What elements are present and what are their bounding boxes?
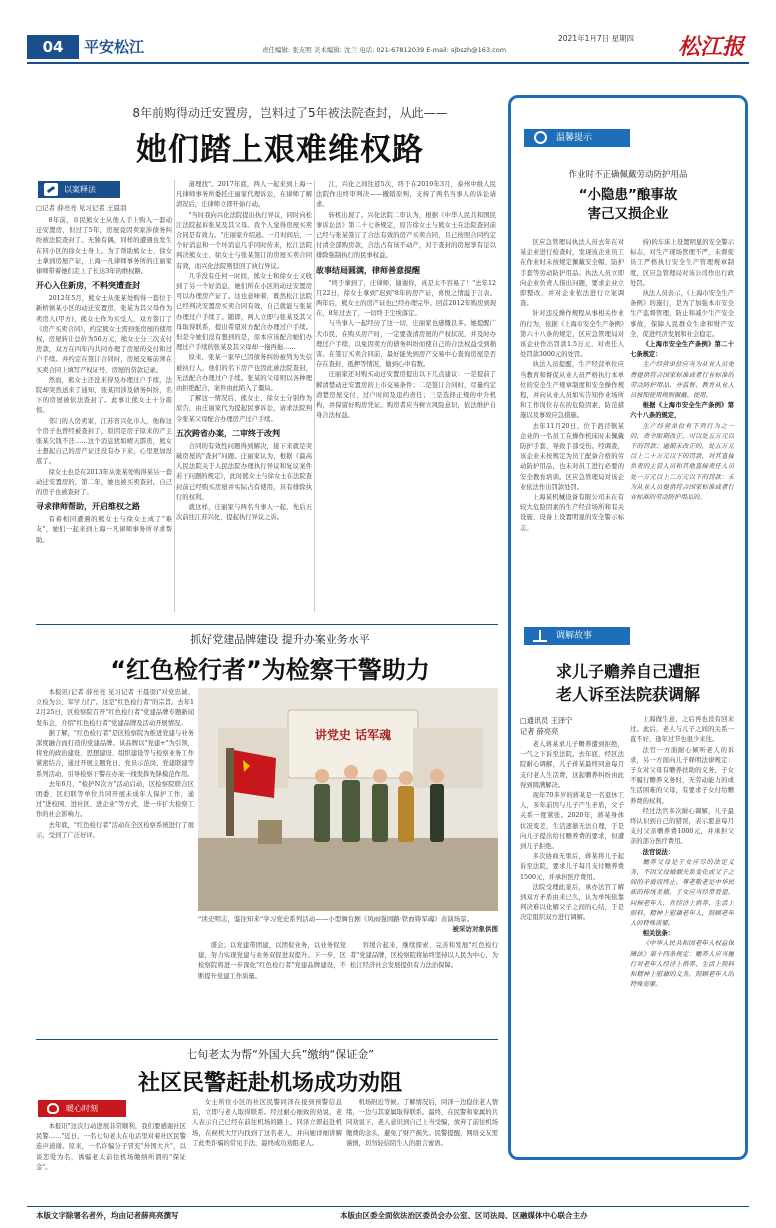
scale-icon [533, 630, 547, 642]
paragraph: 去年6月，"检护N次方"活动启动，区检察院联合区团委、区妇联等单位共同开展未成年人保护工作，通过"进校园、进社区、进企业"等方式，进一步扩大检察工作的社会影响力。 [36, 780, 194, 819]
paragraph: 就这样，庄丽家与两名当事人一起，先后五次前往江苏兴化，提起执行异议之诉。 [176, 504, 312, 522]
heart-icon [47, 1103, 59, 1114]
paragraph: 现年70多岁的蒋某是一名退休工人，多年前因与儿子产生矛盾，父子关系一度紧张。2020年，蒋某身体状况变差，生活逐渐无法自理，于是向儿子提出给付赡养费的要求，但遭到儿子拒绝。 [520, 792, 624, 851]
mid-story-column-2 [198, 941, 346, 1029]
paragraph: 与当事人一起经历了这一切，庄丽家也感慨良多。她提醒广大市民，在购买房产时，一定要查清房屋的产权状况，并及时办理过户手续，以免因卖方的债务纠纷而使自己的合法权益受到损害。在签订买卖合同前，最好能先到房产交易中心查询房屋是否存在查封、抵押等情况，做到心中有数。 [316, 320, 496, 369]
paragraph: 区应急管理局执法人员去年在对某企业进行检查时，发现该企业员工在作业时未按规定佩戴安全帽、防护手套等劳动防护用品。执法人员立即向企业负责人指出问题，要求企业立即整改，并对企业依法进行立案调查。 [520, 239, 624, 308]
paragraph: 持)的车床上设置明显的安全警示标志，对生产现场管理不严，未督促员工严格执行安全生产管理规章制度，区应急管理局对该公司作出行政处罚。 [630, 239, 734, 287]
paragraph: 8年前，市民熊女士从他人手上购入一套动迁安置房，但过了5年，房屋竟因卖家涉债务纠纷被法院查封了。无独有偶，同样的遭遇也发生在同小区的徐女士身上。为了帮助熊女士、徐女士拿到房屋产证，上海一凡律师事务所的庄丽家律师带着她们走上了长达3年的维权路。 [36, 217, 172, 276]
bold-paragraph: 根据《上海市安全生产条例》第六十八条的规定， [630, 402, 734, 420]
bold-paragraph: 法官说法： [642, 848, 675, 856]
paragraph: 徐女士也是在2013年从张某处购得某另一套动迁安置房的，第二年，她也被买卖查封，自己的房子也被查封了。 [36, 468, 172, 497]
tips-kicker: 作业时不正确佩戴劳动防护用品 [568, 170, 688, 180]
paragraph: 经过法官多次耐心调解，儿子最终认识到自己的错误，表示愿意每月支付父亲赡养费1000元，并承担父亲的部分医疗费用。 [630, 807, 734, 846]
photo-caption [198, 914, 498, 934]
paragraph: 容缓合起来，继续探索、完善和发展"红色检行者"党建品牌，区检察院将始终坚持以人民为中心，为松江经济社会发展提供有力法治保障。 [350, 942, 498, 970]
mediation-title [516, 660, 740, 706]
footer-note-left: 本版文字除署名者外，均由记者薛亮亮撰写 [36, 1211, 179, 1220]
paragraph: 了解这一情况后，熊女士、徐女士分别作为原告，由庄丽家代为提起民事诉讼，请求法院判令张某父母配合办理房产过户手续。 [176, 395, 312, 423]
paragraph: "当时我向兴化法院提出执行异议，同时向松江法院起诉张某及其父母。我个人觉得房屋买卖合同是有效力。"庄丽家介绍道。一月时间后，一个好消息和一个坏消息几乎同时传来，松江法院判决熊女士、徐女士与张某签订的房屋买卖合同有效，而兴化法院则驳回了执行异议。 [176, 211, 312, 270]
mediation-tag [524, 627, 630, 645]
paragraph: 几乎没有任何一时间，熊女士和徐女士又收到了另一个好消息，她们所在小区的动迁安置房可以办理房产证了。这也意味着，既然松江法院已经判决安置房买卖合同有效，自己就能与张某办理过户手续了。随即，两人立即与张某及其父母取得联系，提出希望对方配合办理过户手续。但是令她们没有想到的是，原本应该配合她们办理过户手续的张某及其父母却一拖再拖…… [176, 272, 312, 352]
subheading: 开心入住新房，不料突遭查封 [36, 281, 140, 291]
section-rule [36, 1039, 498, 1040]
top-story-title: 她们踏上艰难维权路 [136, 132, 424, 168]
paragraph: 然而，熊女士还没来得及办理过户手续，法院却突然送来了通知，张某因涉及债务纠纷，名下的房屋被依法查封了。此事让熊女士十分震惊。 [36, 376, 172, 415]
column-tag-label: 以案释法 [64, 185, 96, 194]
paragraph: 女士所住小区的社区民警同泽在接到预警信息后，立即与老人取得联系。经过耐心细致的劝说，老人表示自己已经在前往机场的路上。同泽立即赶赴机场，在候机大厅内找到了这名老人，并向她详细讲解了此类诈骗的常见手法，最终成功劝阻老人。 [192, 1099, 342, 1147]
mid-story-column-3 [350, 941, 498, 1029]
header-rule [27, 62, 749, 64]
mediation-column-2 [630, 715, 734, 1150]
mediation-title-line-1: 求儿子赡养自己遭拒 [555, 662, 700, 681]
paragraph: 本报讯"这次行动进展非常顺利，我们要感谢社区民警……"近日，一名七旬老太在电话里对着社区民警连声道谢。原来，一名诈骗分子冒充"外国大兵"，以谈恋爱为名，诱骗老太前往机场缴纳所谓的"保证金"。 [36, 1123, 186, 1171]
paragraph: 据了解，"红色检行者"是区检察院为推进党建与业务深度融合而打造的党建品牌。该品牌以"党建+"为引领，将党的政治建设、思想建设、组织建设等与检察业务工作紧密结合，通过开展主题党日、党员示范岗、党建联建等系列活动，引导检察干警在办案一线发挥先锋模范作用。 [36, 729, 194, 778]
top-story-column-3 [316, 180, 496, 614]
photo-illustration [198, 688, 498, 911]
photo-credit: 被采访对象供图 [452, 925, 498, 933]
top-story-kicker: 8年前购得动迁安置房，岂料过了5年被法院查封，从此—— [132, 106, 448, 120]
subheading: 寻求律师帮助，开启维权之路 [36, 502, 140, 512]
paragraph: 多次协商无果后，蒋某将儿子起诉至法院，要求儿子每月支付赡养费1500元，并承担医疗费用。 [520, 853, 624, 881]
bold-paragraph: 相关法条： [642, 930, 675, 938]
paragraph: 上海某机械设备有限公司未在有较大危险因素的生产经营场所和有关设施、设备上设置明显的安全警示标志。 [520, 494, 624, 532]
quoted-paragraph: 《中华人民共和国老年人权益保障法》第十四条规定：赡养人应当履行对老年人经济上供养、生活上照料和精神上慰藉的义务，照顾老年人的特殊需要。 [630, 940, 734, 989]
warm-moment-tag [38, 1100, 126, 1117]
bottom-story-column-1 [36, 1122, 186, 1202]
paragraph: 去年底，"红色检行者"活动在全区检察系统进行了展示，受到了广泛好评。 [36, 821, 194, 839]
mediation-title-line-2: 老人诉至法院获调解 [555, 685, 700, 704]
paragraph: 原来，张某一家早已因债务纠纷被列为失信被执行人，他们的名下房产也因此被法院查封，无法配合办理过户手续。张某的父母则以各种理由拒绝配合，案件由此陷入了僵局。 [176, 354, 312, 393]
bold-paragraph: 《上海市安全生产条例》第二十七条规定： [630, 341, 734, 359]
paragraph: 执法人员表示，《上海市安全生产条例》的施行，是为了加强本市安全生产监督管理，防止和减少生产安全事故，保障人民群众生命和财产安全，促进经济发展和社会稳定。 [630, 290, 734, 338]
paragraph: 本报讯(记者 薛亮亮 见习记者 王晨羽)"对党忠诚、立检为公、军学力行"。这是"红色检行者"的宗旨。去年12月25日，区检察院召开"红色检行者"党建品牌专题新闻发布会，介绍"红色检行者"党建品牌及活动开展情况。 [36, 689, 194, 727]
paragraph: 盛会；以党建带团建，以团促业务，以业务促党建，努力实现党建与业务双促进双提升。下一步，区检察院将进一步深化"红色检行者"党建品牌建设，不断提升党建工作质量。 [198, 942, 346, 980]
paragraph: 有着相同遭遇的熊女士与徐女士成了"难友"，她们一起来到上海一凡律师事务所寻求帮助。 [36, 516, 172, 544]
tips-title-line-1: “小隐患”酿事故 [578, 187, 678, 203]
mediation-byline-2: 记者 薛亮亮 [520, 727, 559, 736]
subheading: 五次跨省办案，二审终于改判 [176, 428, 280, 438]
footer-note-right: 本版由区委全面依法治区委员会办公室、区司法局、区融媒体中心联合主办 [340, 1211, 588, 1220]
lightbulb-icon [534, 131, 547, 144]
column-divider [314, 180, 315, 612]
paragraph: 庄丽家还对购买动迁安置房提出以下几点建议：一是提前了解清楚动迁安置房的上市交易条件；二是签订合同时，尽量约定清楚房屋交付、过户时间及违约责任；三是选择正规的中介机构，并保留好购房凭证。购房者应当树立风险意识，依法维护自身合法权益。 [316, 371, 496, 420]
mediation-byline [520, 715, 624, 737]
paragraph: 上海做生意，之后再也没有回来过。此后，老人与儿子之间的关系一直不好，逢年过节也很少来往。 [630, 716, 734, 744]
page-number: 04 [27, 35, 79, 59]
stage-performance-photo [198, 688, 498, 911]
paragraph: 道理找"。2017年底，两人一起来到上海一凡律师事务所委托庄丽家代理诉讼，在律师了解清况后，庄律师立即开始行动。 [176, 181, 312, 209]
mediation-tag-label: 调解故事 [556, 631, 593, 641]
newspaper-logo: 松江报 [678, 34, 745, 60]
mediation-byline-1: □通讯员 王泽宁 [520, 716, 573, 725]
paragraph: 针对违反操作规程从事相关作业的行为，依据《上海市安全生产条例》第六十八条的规定，区应急管理局对该企业作出罚款1.5万元、对责任人处罚款3000元的处罚。 [520, 310, 624, 359]
footer-rule [27, 1206, 749, 1207]
paragraph: 转机出现了。兴化法院二审认为，根据《中华人民共和国民事诉讼法》第二十七条规定，原告徐女士与熊女士在法院查封前已经与张某签订了合法有效的房产买卖合同，且已按照合同约定付清全部购房款，合法占有该不动产，对于查封的房屋享有足以排除强制执行的民事权益。 [316, 211, 496, 260]
gavel-icon [44, 183, 58, 196]
tips-title [516, 186, 740, 224]
mid-story-kicker: 抓好党建品牌建设 提升办案业务水平 [190, 633, 370, 646]
paragraph: 江，兴化之间往返5次，终于在2019年3月，泰州中级人民法院作出终审判决——撤销原判，支持了两名当事人的诉讼请求。 [316, 181, 496, 209]
tips-column-1 [520, 238, 624, 618]
quoted-paragraph: 赡养父母是子女应尽的法定义务，不因父母婚姻关系变化或父子之间的矛盾而终止。尊老敬老是中华民族的传统美德，子女应当经常看望、问候老年人，在经济上供养、生活上照料、精神上慰藉老年人，照顾老年人的特殊需要。 [630, 858, 734, 928]
bottom-story-column-2 [192, 1098, 342, 1202]
column-divider [174, 180, 175, 612]
top-story-byline: □记者 薛亮亮 见习记者 王晨羽 [36, 204, 127, 212]
bottom-story-column-3 [346, 1098, 498, 1202]
mid-story-column-1 [36, 688, 194, 1030]
quoted-paragraph: 生产经营单位应当为从业人员免费提供符合国家标准或者行业标准的劳动防护用品，并监督、教育从业人员按照使用规则佩戴、使用。 [630, 361, 734, 400]
top-story-column-1 [36, 216, 172, 614]
editors-line: 责任编辑: 张友明 美术编辑: 沈兰 电话: 021-67812039 E-mail: sjbszh@163.com [262, 46, 507, 54]
warm-moment-tag-label: 暖心时刻 [66, 1104, 98, 1113]
quoted-paragraph: 生产经营单位有下列行为之一的，责令限期改正，可以处五万元以下的罚款；逾期未改正的，处五万元以上二十万元以下的罚款，对其直接负责的主管人员和其他直接责任人员处一万元以上二万元以下的罚款：未为从业人员提供符合国家标准或者行业标准的劳动防护用品的。 [630, 422, 734, 502]
paragraph: 机场附近等候。了解情况后，同泽一边稳住老人情绪，一边与其家属取得联系。最终，在民警和家属的共同劝说下，老人意识到自己上当受骗，放弃了前往机场缴费的念头，避免了财产损失。民警提醒，网络交友需谨慎，切勿轻信陌生人的甜言蜜语。 [346, 1099, 498, 1147]
tips-column-2 [630, 238, 734, 618]
photo-caption-text: “读史明志，鉴往知来”学习党史系列活动——小型舞台剧《风雨强国路·铁血铸军魂》表演场景。 [198, 915, 474, 923]
paragraph: 去年11月20日，位于泗泾镇某企业的一名员工在操作机床时未佩戴防护手套，导致手部受伤。经调查，该企业未按规定为员工配备合格的劳动防护用品，也未对员工进行必要的安全教育培训。区应急管理局对该企业依法作出罚款处罚。 [520, 422, 624, 491]
paragraph: 邻门的人房卖家，江苏省兴化市人，他称这个房子也曾经被查封了，原因是房子原来的产主张某欠钱不还……这个消息犹如晴天霹雳，熊女士想起自己的房产证还没有办下来，心里更加没底了。 [36, 417, 172, 466]
issue-date: 2021年1月7日 星期四 [558, 34, 635, 43]
paragraph: 法官一方面耐心倾听老人的诉求，另一方面向儿子释明法律规定：子女对父母有赡养扶助的义务，子女不履行赡养义务时，无劳动能力的或生活困难的父母，有要求子女付给赡养费的权利。 [630, 746, 734, 805]
bottom-story-title: 社区民警赶赴机场成功劝阻 [137, 1071, 402, 1096]
column-tag-case-law [38, 181, 120, 198]
tips-tag [524, 129, 630, 147]
section-rule [36, 624, 498, 625]
mediation-column-1 [520, 740, 624, 1150]
section-name: 平安松江 [84, 38, 145, 56]
photo-banner-text: 讲党史 话军魂 [314, 728, 392, 742]
paragraph: 2012年5月，熊女士从张某处购得一套位于新桥镇某小区的动迁安置房，张某为其父母作为卖房人(甲方)，熊女士作为买受人，双方签订了《房产买卖合同》，约定熊女士需到张房屋的使用权，房屋转让总价为56万元，熊女士分三次支付房款，双方在四年内共同办理了房屋的交付和过户手续。并约定在签订合同时，房屋交易前须在买卖合同上填写产权证号、房屋的贷款记录。 [36, 295, 172, 374]
mid-story-title: “红色检行者”为检察干警助力 [110, 656, 430, 684]
bottom-story-kicker: 七旬老太为帮“外国大兵”缴纳“保证金” [186, 1048, 374, 1061]
tips-title-line-2: 害己又损企业 [587, 206, 669, 222]
subheading: 故事结局圆满，律师善意提醒 [316, 265, 420, 275]
paragraph: 老人蒋某求儿子赡养遭到拒绝，一气之下诉至法院。去年底，经区法院耐心调解，儿子蒋某最终同意每月支付老人生活费，这起赡养纠纷由此得到圆满解决。 [520, 741, 624, 789]
paragraph: 执法人员提醒，生产经营单位应当教育和督促从业人员严格执行本单位的安全生产规章制度和安全操作规程，并向从业人员如实告知作业场所和工作岗位存在的危险因素、防范措施以及事故应急措施。 [520, 361, 624, 420]
paragraph: 法院受理此案后，承办法官了解到双方矛盾由来已久，认为单纯依靠判决难以化解父子之间的心结，于是决定组织双方进行调解。 [520, 883, 624, 922]
tips-tag-label: 温馨提示 [556, 133, 593, 143]
paragraph: "终于拿到了，庄律师，谢谢你，真是太不容易了！"去年12月22日，徐女士拿到"迟到"8年的房产证，喜悦之情溢于言表。两年后，熊女士的房产证也已经办理完毕。回首2012年购房到现在，8年过去了，一切终于尘埃落定。 [316, 279, 496, 318]
paragraph: 合同的有效性问题得到解决，接下来就是突破房屋的"查封"问题。庄丽家认为，根据《最高人民法院关于人民法院办理执行异议和复议案件若干问题的规定》，此时熊女士与徐女士在法院查封前已经购买房屋并实际占有使用，具有排除执行的权利。 [176, 442, 312, 501]
top-story-column-2 [176, 180, 312, 614]
